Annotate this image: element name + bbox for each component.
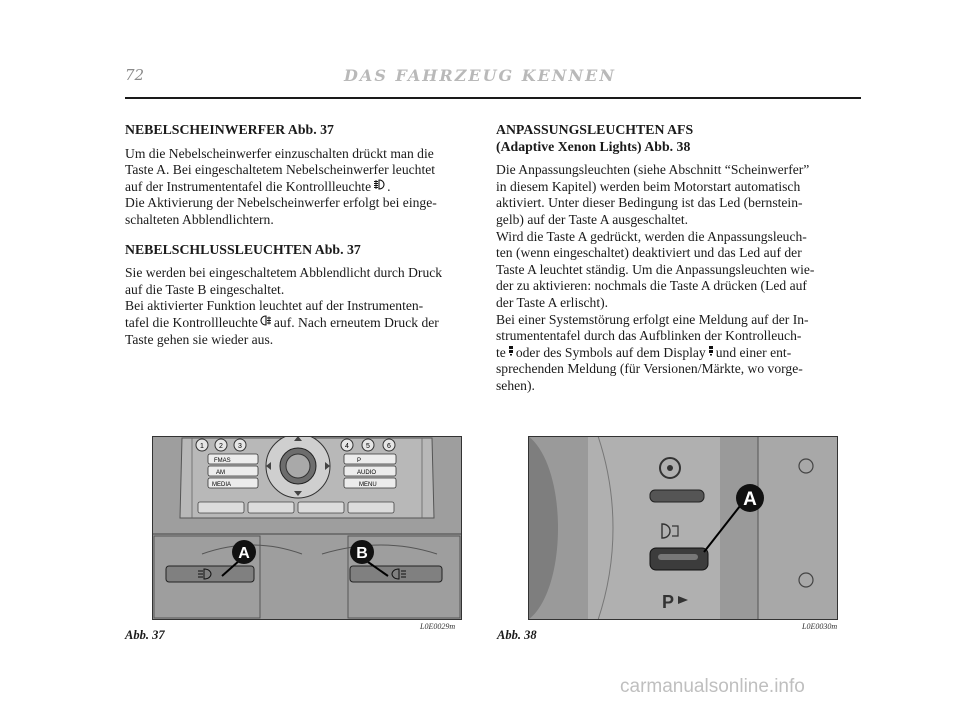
text-line: in diesem Kapitel) werden beim Motorstart automatisch: [496, 178, 801, 194]
text-line: schalteten Abblendlichtern.: [125, 211, 274, 227]
figure-38-caption: Abb. 38: [497, 628, 537, 642]
text-segment: tafel die Kontrollleuchte: [125, 314, 258, 330]
fm-label: FMAS: [214, 458, 231, 464]
section-title-afs: ANPASSUNGSLEUCHTEN AFS: [496, 122, 694, 137]
preset-3: 3: [238, 443, 242, 450]
text-line: Sie werden bei eingeschaltetem Abblendlicht durch Druck: [125, 265, 443, 281]
figure-37-illustration: [152, 436, 462, 620]
section-title-fog-lights: NEBELSCHEINWERFER Abb. 37: [125, 122, 334, 137]
afs-warning-icon: [508, 345, 514, 362]
figure-37-code: L0E0029m: [420, 622, 456, 631]
figure-38-code: L0E0030m: [802, 622, 838, 631]
text-segment: oder des Symbols auf dem Display: [515, 344, 706, 360]
text-line: sehen).: [496, 377, 535, 393]
text-line: Bei einer Systemstörung erfolgt eine Meldung auf der In-: [496, 311, 809, 327]
section-subtitle-afs: (Adaptive Xenon Lights) Abb. 38: [496, 138, 691, 154]
figure-38: [528, 436, 838, 620]
text-line: Bei aktivierter Funktion leuchtet auf der Instrumenten-: [125, 298, 424, 314]
text-line: der Taste A erlischt).: [496, 294, 609, 310]
paragraph-fog-lights: [125, 146, 480, 229]
preset-4: 4: [345, 443, 349, 450]
text-line: Taste A leuchtet ständig. Um die Anpassungsleuchten wie-: [496, 261, 815, 277]
svg-text:P: P: [662, 592, 675, 612]
text-segment: auf. Nach erneutem Druck der: [273, 314, 439, 330]
text-line: sprechenden Meldung (für Versionen/Märkte, wo vorge-: [496, 361, 803, 377]
text-line-with-icons: [496, 345, 860, 362]
text-segment: und einer ent-: [715, 344, 792, 360]
text-line: aktiviert. Unter dieser Bedingung ist das Led (bernstein-: [496, 195, 803, 211]
text-line: auf die Taste B eingeschaltet.: [125, 281, 285, 297]
text-line-with-icon: auf der Instrumententafel die Kontrollleuchte .: [125, 178, 391, 194]
callout-b: B: [356, 545, 368, 562]
text-line: Um die Nebelscheinwerfer einzuschalten drückt man die: [125, 145, 434, 161]
header-rule: [125, 97, 861, 99]
preset-5: 5: [366, 443, 370, 450]
text-line: Taste A. Bei eingeschaltetem Nebelscheinwerfer leuchtet: [125, 162, 436, 178]
figure-38-illustration: [528, 436, 838, 620]
preset-2: 2: [219, 443, 223, 450]
text-line: Taste gehen sie wieder aus.: [125, 331, 274, 347]
watermark[interactable]: carmanualsonline.info: [620, 676, 805, 697]
front-fog-icon: [373, 179, 385, 196]
text-line: gelb) auf der Taste A ausgeschaltet.: [496, 211, 689, 227]
text-segment: te: [496, 344, 506, 360]
preset-6: 6: [387, 443, 391, 450]
chapter-title: DAS FAHRZEUG KENNEN: [344, 66, 616, 85]
text-line: Wird die Taste A gedrückt, werden die Anpassungsleuch-: [496, 228, 807, 244]
figure-37: [152, 436, 462, 620]
text-line: der zu aktivieren: nochmals die Taste A drücken (Led auf: [496, 278, 807, 294]
rear-fog-icon: [260, 315, 272, 332]
text-line: ten (wenn eingeschaltet) deaktiviert und das Led auf der: [496, 245, 802, 261]
text-line: strumententafel durch das Aufblinken der Kontrolleuch-: [496, 328, 802, 344]
right-column: [496, 122, 860, 395]
paragraph-afs: [496, 162, 860, 394]
spacer: [125, 229, 480, 242]
afs-warning-icon: [708, 345, 714, 362]
paragraph-rear-fog: [125, 265, 480, 348]
callout-a: A: [238, 545, 250, 562]
callout-a: A: [743, 489, 757, 510]
menu-label: MENU: [359, 482, 377, 488]
figure-37-caption: Abb. 37: [125, 628, 165, 642]
preset-1: 1: [200, 443, 204, 450]
left-column: [125, 122, 480, 348]
media-label: MEDIA: [212, 482, 232, 488]
text-line: Die Anpassungsleuchten (siehe Abschnitt “Scheinwerfer”: [496, 162, 810, 178]
am-label: AM: [216, 470, 225, 476]
page-number: 72: [125, 66, 145, 84]
text-line-with-icon: [125, 315, 480, 332]
text-segment: auf der Instrumententafel die Kontrollleuchte: [125, 178, 372, 194]
p-label: P: [357, 458, 362, 464]
section-title-rear-fog: NEBELSCHLUSSLEUCHTEN Abb. 37: [125, 241, 361, 257]
text-line: Die Aktivierung der Nebelscheinwerfer erfolgt bei einge-: [125, 195, 437, 211]
audio-label: AUDIO: [357, 470, 377, 476]
